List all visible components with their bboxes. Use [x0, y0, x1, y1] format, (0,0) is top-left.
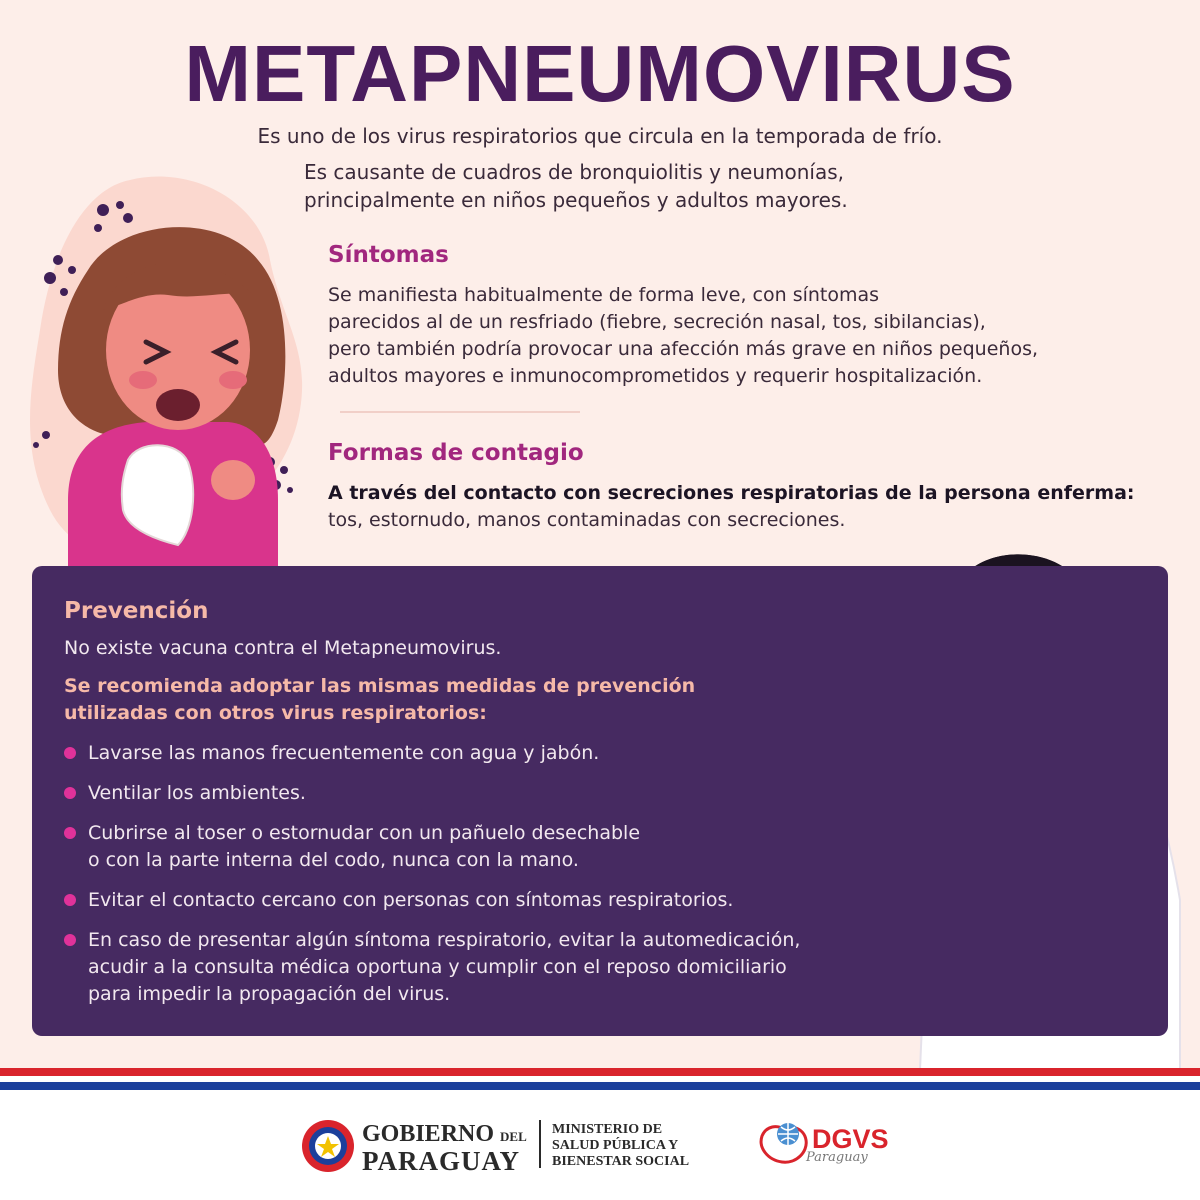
footer-separator — [539, 1120, 541, 1168]
sintomas-line: Se manifiesta habitualmente de forma leve, con síntomas — [328, 284, 880, 306]
prevencion-bullets — [64, 740, 914, 1021]
contagio-rest: tos, estornudo, manos contaminadas con secreciones. — [328, 509, 846, 531]
bullet-dot-icon — [64, 894, 76, 906]
dgvs-subtitle: Paraguay — [806, 1150, 868, 1165]
bullet-line: Lavarse las manos frecuentemente con agua y jabón. — [88, 742, 600, 764]
sintomas-line: pero también podría provocar una afección más grave en niños pequeños, — [328, 338, 1039, 360]
sintomas-line: adultos mayores e inmunocomprometidos y requerir hospitalización. — [328, 365, 983, 387]
dgvs-globe-icon — [756, 1116, 812, 1170]
bullet-line: Evitar el contacto cercano con personas con síntomas respiratorios. — [88, 889, 734, 911]
ministerio-logo-text — [552, 1122, 689, 1170]
ministerio-line: MINISTERIO DE — [552, 1122, 663, 1137]
gob-line1: GOBIERNO — [362, 1121, 495, 1147]
gob-del: DEL — [500, 1129, 527, 1144]
sintomas-paragraph — [328, 282, 1168, 390]
sintomas-heading: Síntomas — [328, 242, 449, 268]
page-title: METAPNEUMOVIRUS — [184, 29, 1016, 118]
paraguay-seal-icon — [300, 1118, 356, 1174]
intro-line-3: principalmente en niños pequeños y adultos mayores. — [304, 188, 848, 212]
bullet-line: para impedir la propagación del virus. — [88, 983, 451, 1005]
bullet-item — [64, 780, 914, 807]
intro-paragraph — [304, 158, 924, 214]
bullet-dot-icon — [64, 827, 76, 839]
dgvs-logo-text: DGVS — [812, 1124, 889, 1154]
intro-line-1: Es uno de los virus respiratorios que circula en la temporada de frío. — [257, 124, 943, 148]
bullet-item — [64, 927, 914, 1008]
contagio-bold: A través del contacto con secreciones respiratorias de la persona enferma: — [328, 482, 1135, 504]
flag-stripe-blue — [0, 1082, 1200, 1090]
bullet-line: Ventilar los ambientes. — [88, 782, 306, 804]
recomienda-line: Se recomienda adoptar las mismas medidas de prevención — [64, 675, 696, 697]
bullet-line: Cubrirse al toser o estornudar con un pañuelo desechable — [88, 822, 641, 844]
bullet-line: En caso de presentar algún síntoma respiratorio, evitar la automedicación, — [88, 929, 801, 951]
sick-girl-illustration — [28, 200, 318, 590]
gobierno-logo-text — [362, 1121, 527, 1176]
intro-line-2: Es causante de cuadros de bronquiolitis y neumonías, — [304, 160, 845, 184]
bullet-item — [64, 820, 914, 874]
prevencion-no-vacuna: No existe vacuna contra el Metapneumovirus. — [64, 637, 502, 659]
bullet-dot-icon — [64, 747, 76, 759]
bullet-item — [64, 887, 914, 914]
bullet-item — [64, 740, 914, 767]
gob-line2: PARAGUAY — [362, 1146, 521, 1176]
sintomas-line: parecidos al de un resfriado (fiebre, secreción nasal, tos, sibilancias), — [328, 311, 986, 333]
bullet-dot-icon — [64, 787, 76, 799]
bullet-dot-icon — [64, 934, 76, 946]
contagio-paragraph — [328, 480, 1188, 534]
ministerio-line: BIENESTAR SOCIAL — [552, 1154, 690, 1169]
section-divider — [340, 411, 580, 413]
prevencion-recomienda — [64, 673, 784, 727]
recomienda-line: utilizadas con otros virus respiratorios: — [64, 702, 487, 724]
prevencion-heading: Prevención — [64, 598, 209, 624]
bullet-line: acudir a la consulta médica oportuna y cumplir con el reposo domiciliario — [88, 956, 787, 978]
contagio-heading: Formas de contagio — [328, 440, 584, 466]
bullet-line: o con la parte interna del codo, nunca con la mano. — [88, 849, 579, 871]
flag-stripe-red — [0, 1068, 1200, 1076]
ministerio-line: SALUD PÚBLICA Y — [552, 1138, 679, 1153]
